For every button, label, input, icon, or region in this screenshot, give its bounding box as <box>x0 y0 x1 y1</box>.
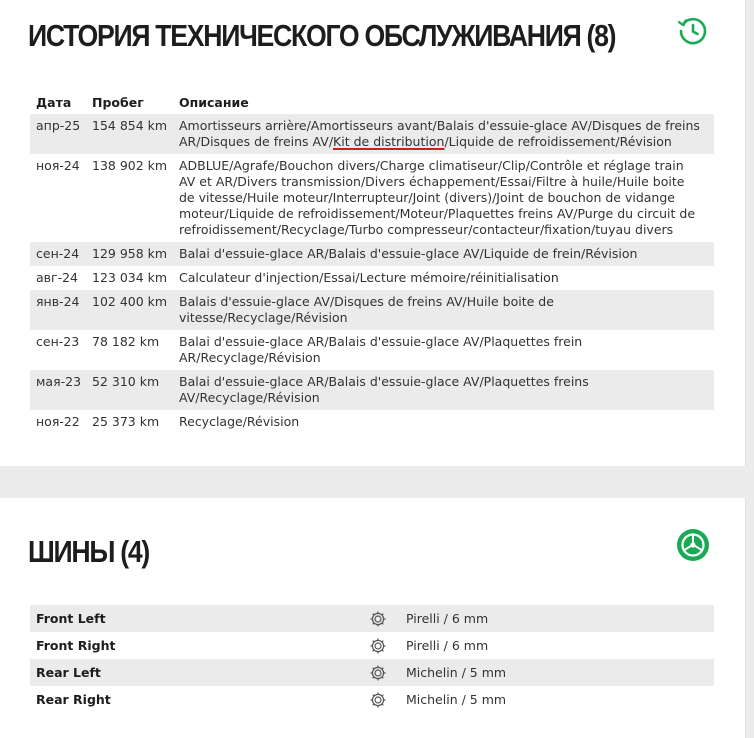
row-mileage: 78 182 km <box>92 334 160 349</box>
row-mileage: 25 373 km <box>92 414 160 429</box>
history-clock-icon[interactable] <box>676 14 710 48</box>
row-date: сен-23 <box>36 334 80 349</box>
history-section-title: ИСТОРИЯ ТЕХНИЧЕСКОГО ОБСЛУЖИВАНИЯ (8) <box>28 18 616 53</box>
row-date: апр-25 <box>36 118 81 133</box>
table-row <box>30 410 714 434</box>
row-date: мая-23 <box>36 374 82 389</box>
history-table-header <box>30 92 714 114</box>
row-mileage: 123 034 km <box>92 270 168 285</box>
row-mileage: 52 310 km <box>92 374 160 389</box>
gear-icon <box>369 691 406 709</box>
tire-position: Front Left <box>36 611 106 626</box>
tire-brand-depth: Pirelli / 6 mm <box>406 611 489 626</box>
row-mileage: 129 958 km <box>92 246 168 261</box>
row-date: ноя-22 <box>36 414 80 429</box>
gear-icon <box>369 637 406 655</box>
table-row <box>30 370 714 410</box>
highlighted-kit-de-distribution: Kit de distribution <box>333 134 445 149</box>
table-row <box>30 659 714 686</box>
table-row <box>30 154 714 242</box>
tire-brand-depth: Pirelli / 6 mm <box>406 638 489 653</box>
column-header-mileage: Пробег <box>92 95 144 110</box>
row-description-text: /Liquide de refroidissement/Révision <box>444 134 672 149</box>
row-mileage: 154 854 km <box>92 118 168 133</box>
gear-icon <box>369 664 406 682</box>
table-row <box>30 242 714 266</box>
gear-icon <box>369 610 406 628</box>
row-description <box>179 118 714 150</box>
history-table <box>30 92 714 434</box>
row-mileage: 138 902 km <box>92 158 168 173</box>
row-date: янв-24 <box>36 294 80 309</box>
row-date: ноя-24 <box>36 158 80 173</box>
table-row <box>30 686 714 713</box>
tire-position: Rear Left <box>36 665 101 680</box>
tires-card <box>0 498 746 738</box>
tires-section-title: ШИНЫ (4) <box>28 534 149 569</box>
row-description: Balai d'essuie-glace AR/Balais d'essuie-glace AV/Plaquettes frein AR/Recyclage/Révision <box>179 334 583 365</box>
row-date: сен-24 <box>36 246 80 261</box>
tire-position: Rear Right <box>36 692 111 707</box>
table-row <box>30 632 714 659</box>
tires-table <box>30 605 714 713</box>
row-description: ADBLUE/Agrafe/Bouchon divers/Charge climatiseur/Clip/Contrôle et réglage train AV et AR/Divers transmission/Divers échappement/Essai/Filtre à huile/Huile boite de vitesse/Huile moteur/Interrupteur/Joint (divers)/Joint de bouchon de vidange moteur/Liquide de refroidissement/Moteur/Plaquettes freins AV/Purge du circuit de refroidissement/Recyclage/Turbo compresseur/contacteur/fixation/tuyau divers <box>179 158 696 237</box>
row-description-text: Amortisseurs arrière/Amortisseurs avant/Balais d'essuie-glace AV/Disques de freins AR/Disques de freins AV/ <box>179 118 700 149</box>
row-description: Recyclage/Révision <box>179 414 300 429</box>
table-row <box>30 330 714 370</box>
tire-position: Front Right <box>36 638 116 653</box>
tire-wheel-icon[interactable] <box>676 528 710 562</box>
row-description: Calculateur d'injection/Essai/Lecture mémoire/réinitialisation <box>179 270 559 285</box>
row-mileage: 102 400 km <box>92 294 168 309</box>
row-description: Balai d'essuie-glace AR/Balais d'essuie-glace AV/Liquide de frein/Révision <box>179 246 638 261</box>
table-row <box>30 605 714 632</box>
table-row <box>30 266 714 290</box>
row-description: Balais d'essuie-glace AV/Disques de freins AV/Huile boite de vitesse/Recyclage/Révision <box>179 294 554 325</box>
table-row <box>30 290 714 330</box>
row-date: авг-24 <box>36 270 79 285</box>
row-description: Balai d'essuie-glace AR/Balais d'essuie-glace AV/Plaquettes freins AV/Recyclage/Révision <box>179 374 589 405</box>
tire-brand-depth: Michelin / 5 mm <box>406 692 507 707</box>
tire-brand-depth: Michelin / 5 mm <box>406 665 507 680</box>
column-header-date: Дата <box>36 95 72 110</box>
table-row <box>30 114 714 154</box>
column-header-description: Описание <box>179 95 249 110</box>
